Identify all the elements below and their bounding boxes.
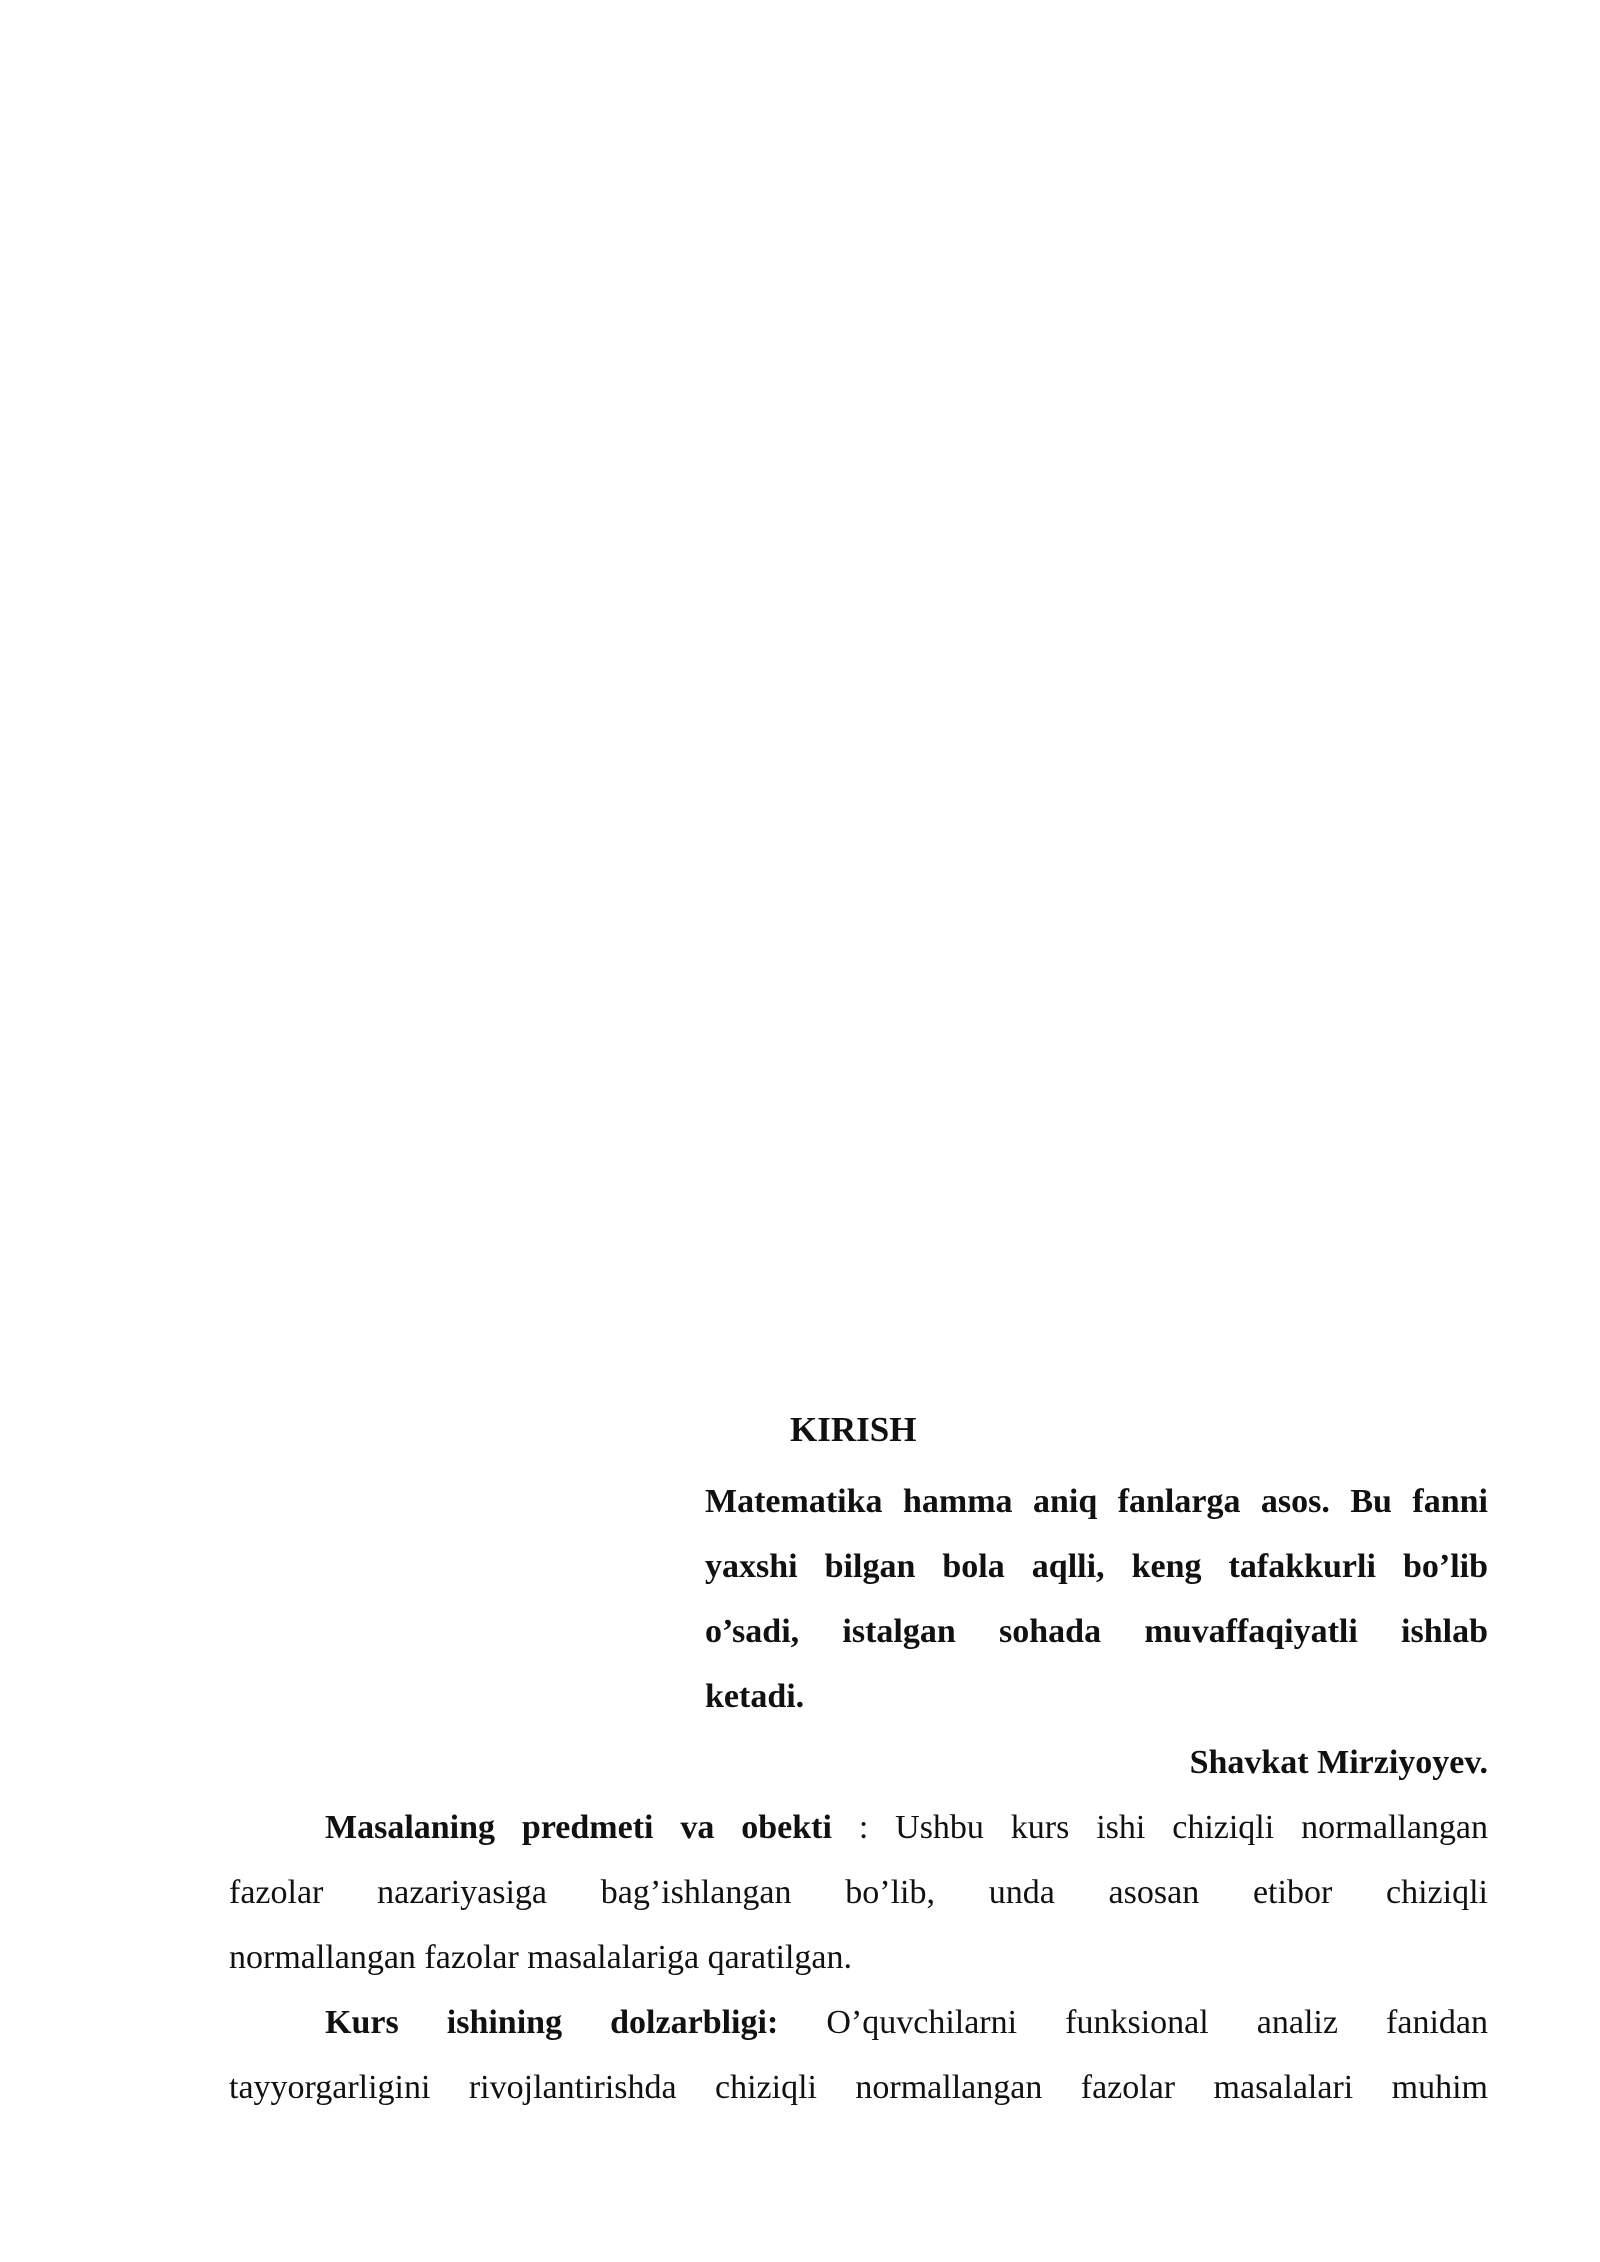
section-heading: KIRISH (790, 1410, 917, 1449)
epigraph-author: Shavkat Mirziyoyev. (1189, 1744, 1488, 1781)
paragraph-relevance (229, 1990, 1488, 2120)
paragraph-line: tayyorgarligini rivojlantirishda chiziqli normallangan fazolar masalalari muhim (229, 2069, 1488, 2106)
epigraph-quote (705, 1469, 1488, 1729)
epigraph-line: Matematika hamma aniq fanlarga asos. Bu fanni (705, 1483, 1488, 1520)
paragraph-line: normallangan fazolar masalalariga qaratilgan. (229, 1939, 853, 1976)
paragraph-line: fazolar nazariyasiga bag’ishlangan bo’lib, unda asosan etibor chiziqli (229, 1874, 1488, 1911)
epigraph-line: ketadi. (705, 1678, 805, 1715)
paragraph-text: : Ushbu kurs ishi chiziqli normallangan (858, 1809, 1489, 1846)
paragraph-subject (229, 1795, 1488, 1990)
paragraph-line (229, 1990, 1488, 2055)
epigraph-line: yaxshi bilgan bola aqlli, keng tafakkurli bo’lib (705, 1548, 1488, 1585)
paragraph-label: Masalaning predmeti va obekti (325, 1809, 832, 1846)
paragraph-line (229, 1795, 1488, 1860)
epigraph-line: o’sadi, istalgan sohada muvaffaqiyatli ishlab (705, 1613, 1488, 1650)
paragraph-label: Kurs ishining dolzarbligi: (325, 2004, 779, 2041)
paragraph-text: O’quvchilarni funksional analiz fanidan (826, 2004, 1488, 2041)
